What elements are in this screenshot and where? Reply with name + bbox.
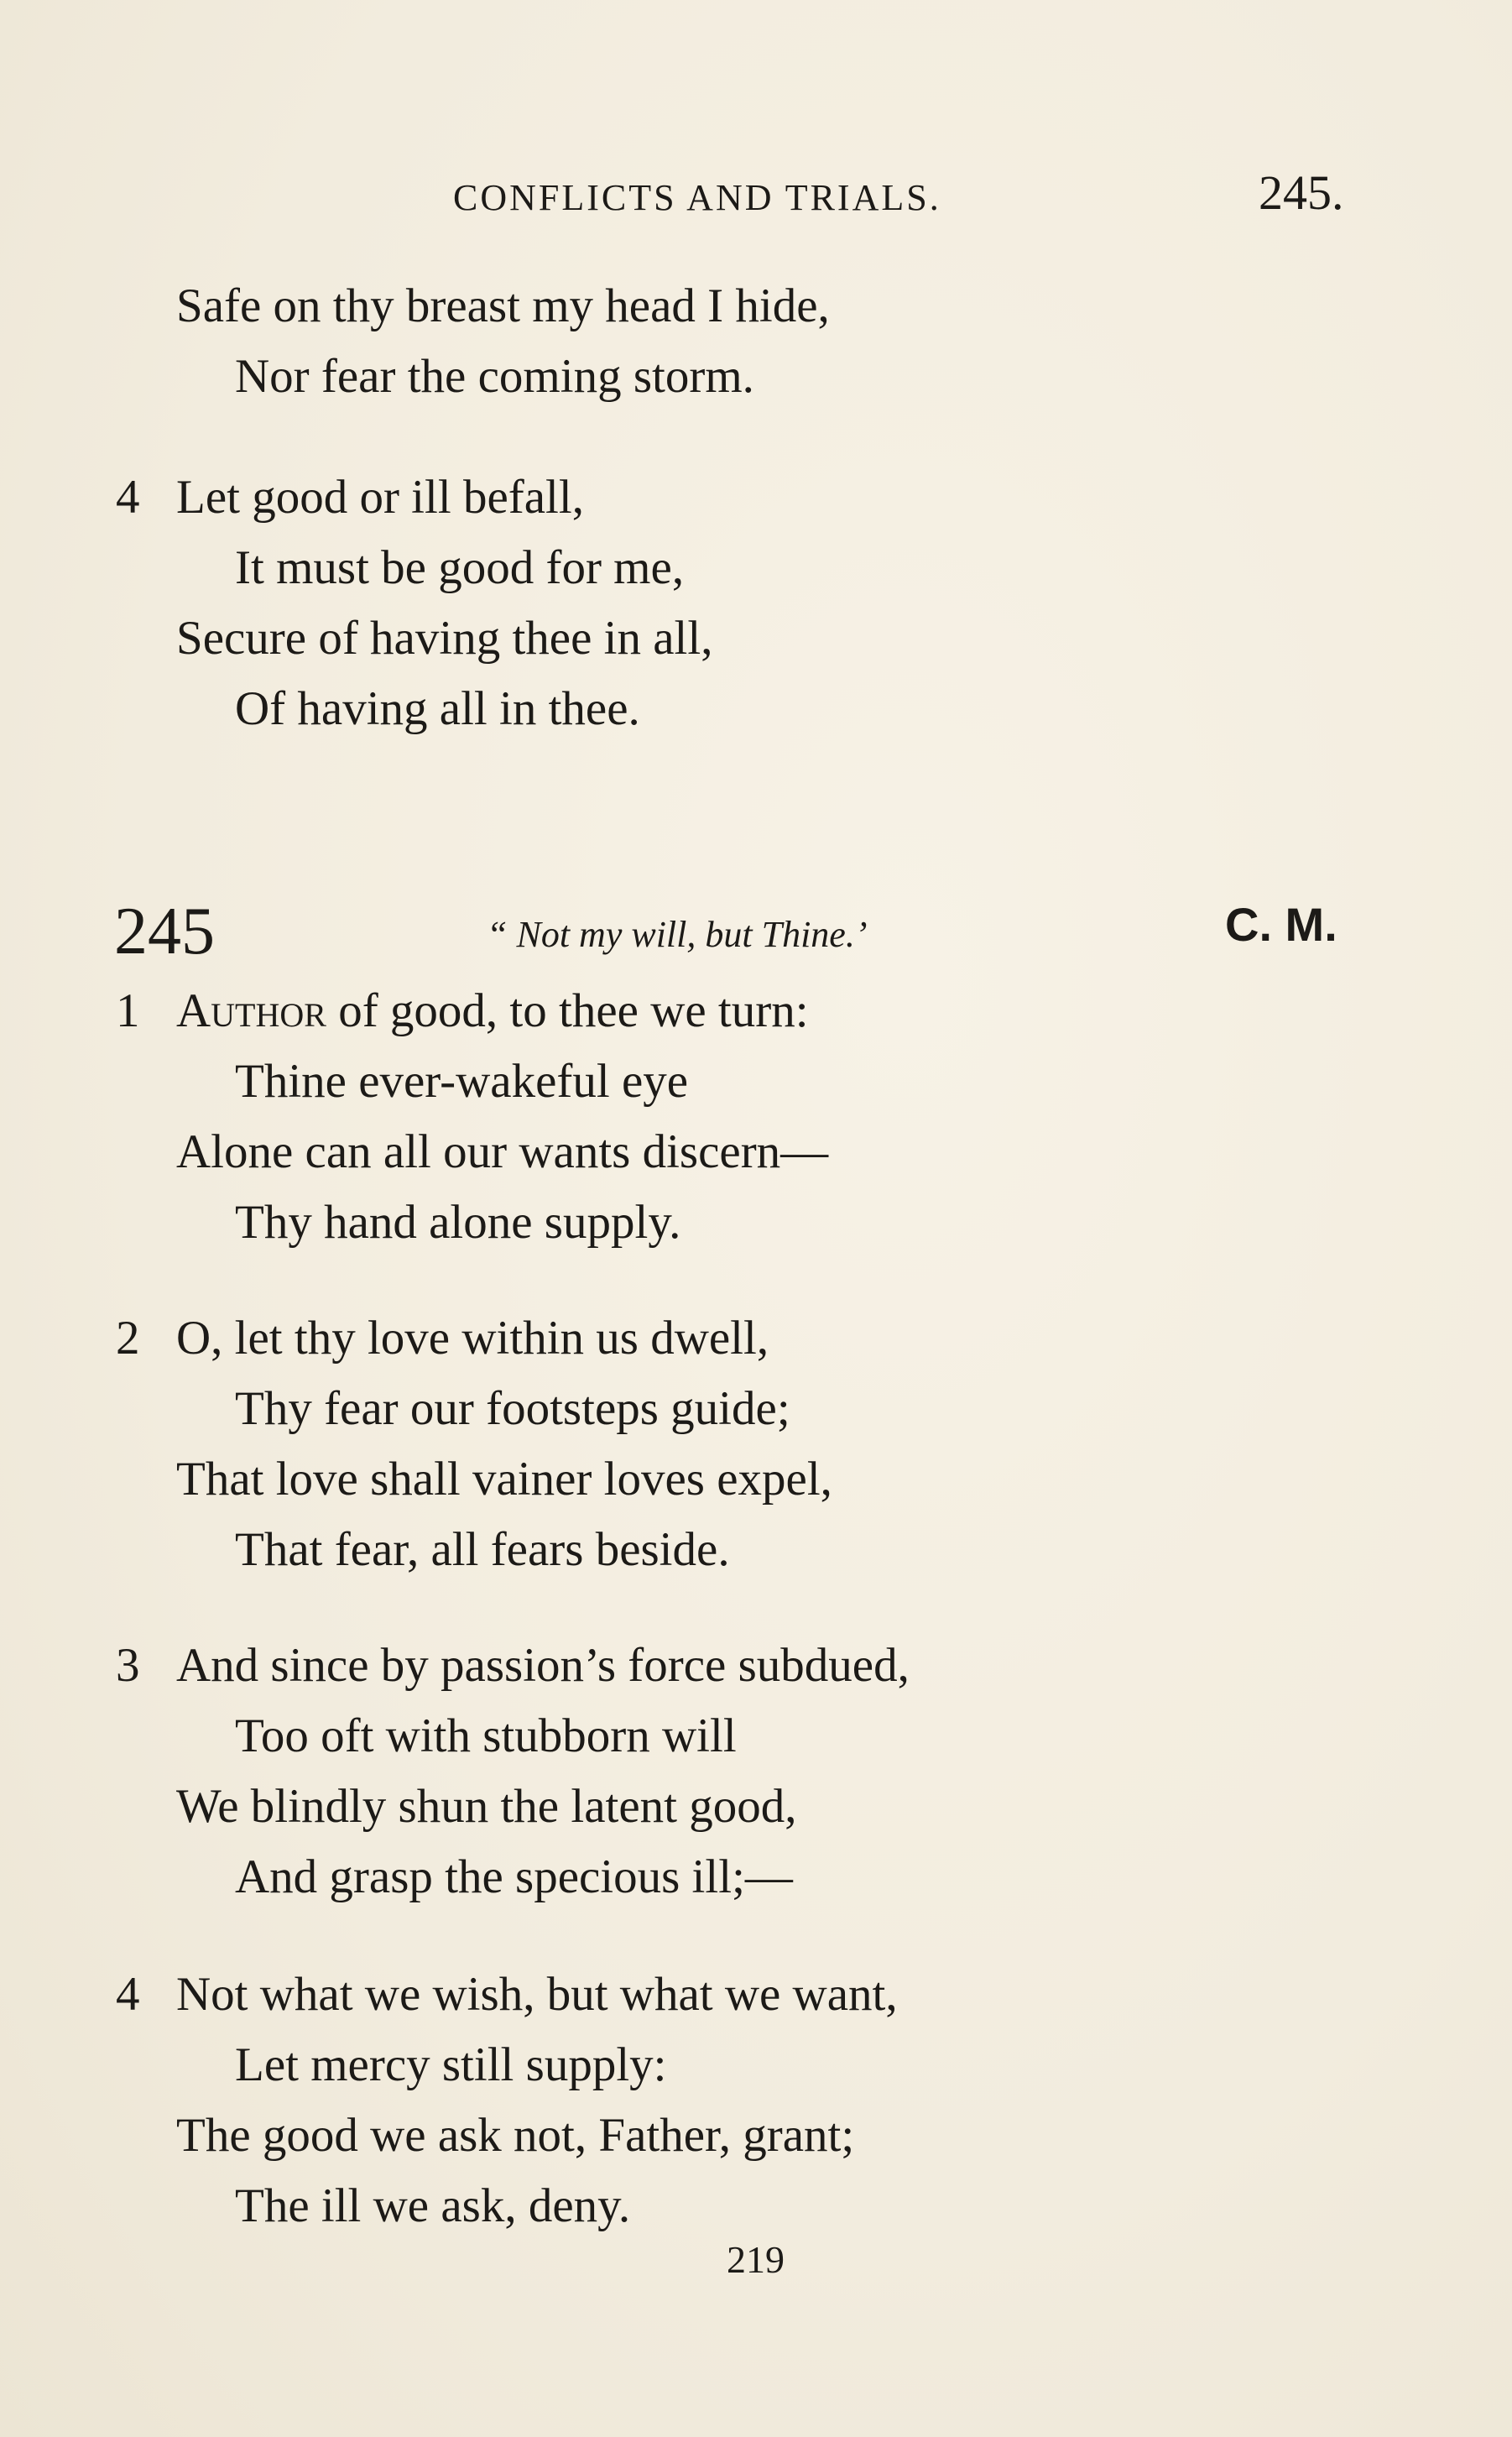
hymn-meter: C. M. [1225,898,1337,951]
verse-line: O, let thy love within us dwell, [176,1312,769,1365]
verse-line: The good we ask not, Father, grant; [176,2109,855,2162]
verse-number: 4 [116,1968,140,2021]
verse-line: Let mercy still supply: [235,2038,667,2091]
verse-line: Thy hand alone supply. [235,1196,681,1249]
hymn-number: 245 [114,895,215,968]
verse-number: 3 [116,1639,140,1692]
verse-number: 2 [116,1312,140,1365]
verse-line [176,984,809,1037]
hymn-page-number: 245. [1259,165,1344,220]
verse-line: We blindly shun the latent good, [176,1780,797,1833]
prev-line-1: Safe on thy breast my head I hide, [176,279,830,332]
verse-line: Thy fear our footsteps guide; [235,1382,790,1435]
verse-number: 4 [116,471,140,524]
verse-line: And grasp the specious ill;— [235,1850,793,1903]
footer-page-number: 219 [727,2238,785,2281]
verse-first-line-rest: of good, to thee we turn: [326,984,809,1037]
verse-number: 1 [116,984,140,1037]
verse-line: Let good or ill befall, [176,471,584,524]
verse-first-word: Author [176,984,326,1037]
verse-line: That fear, all fears beside. [235,1523,730,1576]
verse-line: It must be good for me, [235,541,685,594]
hymn-title: “ Not my will, but Thine.’ [487,914,868,955]
prev-line-2: Nor fear the coming storm. [235,350,754,403]
running-title: CONFLICTS AND TRIALS. [453,177,941,218]
verse-line: The ill we ask, deny. [235,2179,631,2232]
verse-line: Thine ever-wakeful eye [235,1055,689,1108]
verse-line: Not what we wish, but what we want, [176,1968,898,2021]
verse-line: Too oft with stubborn will [235,1709,737,1762]
verse-line: Of having all in thee. [235,682,640,735]
verse-line: Secure of having thee in all, [176,612,713,665]
verse-line: That love shall vainer loves expel, [176,1453,832,1506]
verse-line: And since by passion’s force subdued, [176,1639,910,1692]
verse-line: Alone can all our wants discern— [176,1125,829,1178]
